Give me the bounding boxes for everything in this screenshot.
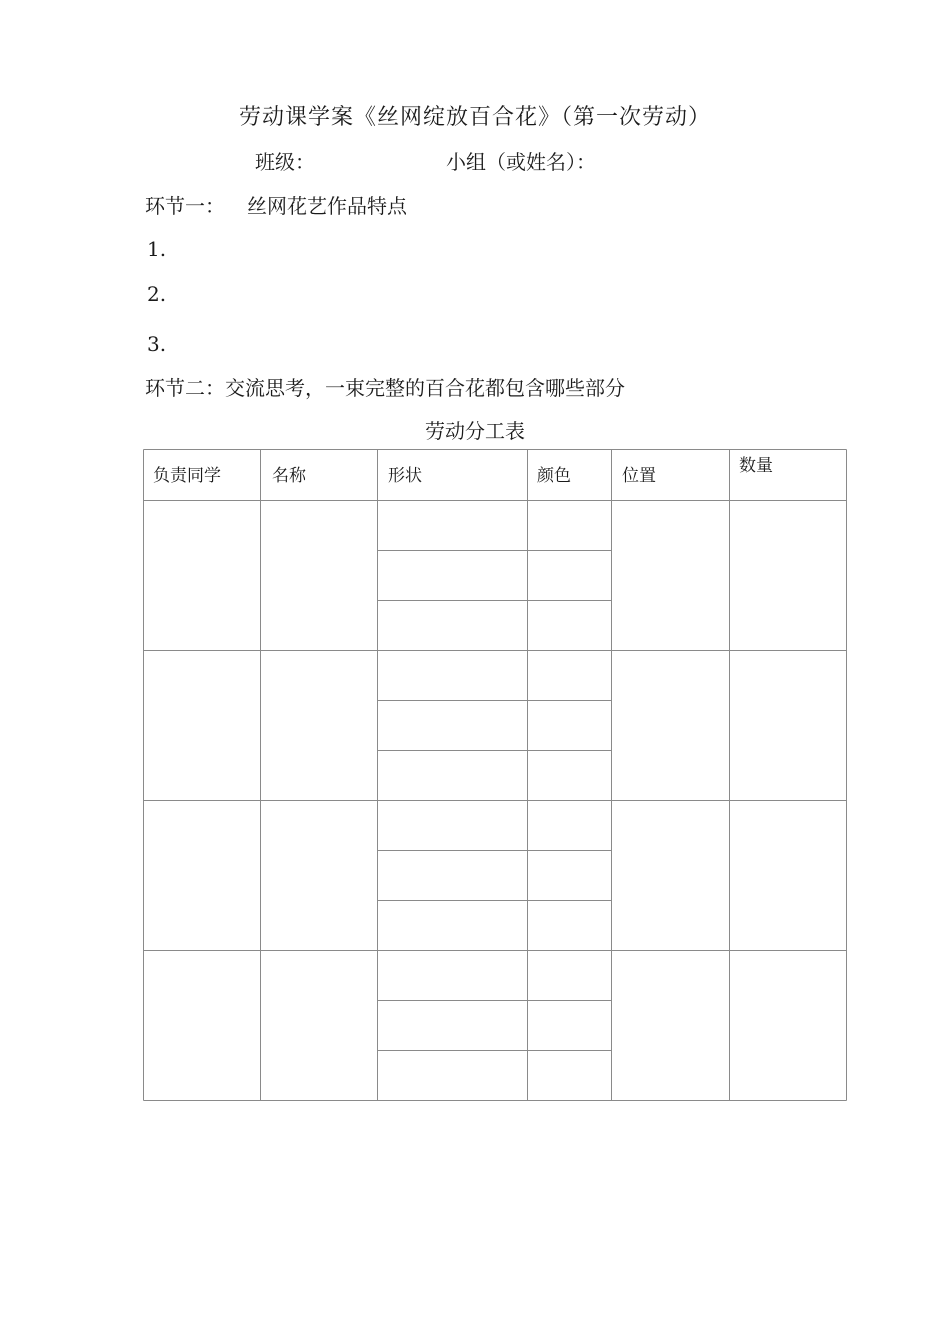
header-quantity: 数量	[739, 456, 773, 476]
section-one-label: 环节一：	[145, 194, 225, 218]
header-shape: 形状	[388, 466, 422, 486]
header-name: 名称	[272, 466, 306, 486]
document-title: 劳动课学案《丝网绽放百合花》（第一次劳动）	[238, 105, 711, 130]
list-item-number-2: 2.	[147, 282, 167, 306]
table-title: 劳动分工表	[425, 419, 525, 443]
table-grid-lines	[143, 449, 848, 1104]
section-two-heading: 环节二：交流思考，一束完整的百合花都包含哪些部分	[145, 376, 625, 400]
class-label: 班级：	[255, 150, 315, 174]
labor-division-table	[143, 449, 848, 1108]
header-position: 位置	[622, 466, 656, 486]
section-one-heading	[145, 190, 407, 219]
header-color: 颜色	[537, 466, 571, 486]
list-item-number-3: 3.	[147, 332, 167, 356]
section-one-text: 丝网花艺作品特点	[247, 194, 407, 218]
group-name-label: 小组（或姓名）：	[446, 150, 596, 174]
list-item-number-1: 1.	[147, 237, 167, 261]
header-responsible-student: 负责同学	[153, 466, 221, 486]
